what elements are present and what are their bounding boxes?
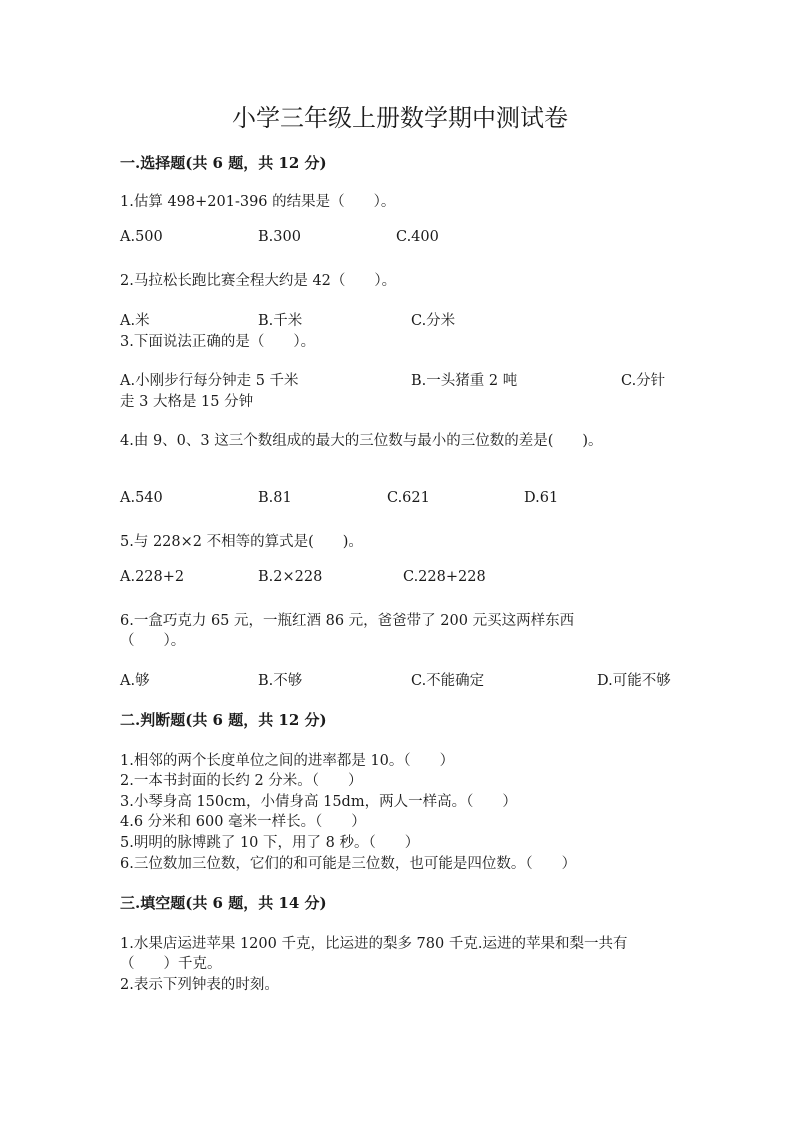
option-1-5-a: A.228+2 [120,569,185,585]
option-1-6-d: D.可能不够 [597,673,671,689]
question-1-1: 1.估算 498+201-396 的结果是（ ）。 [120,194,396,210]
option-1-4-d: D.61 [524,490,559,506]
judgement-item-4: 4.6 分米和 600 毫米一样长。（ ） [120,814,366,830]
question-1-6: 6.一盒巧克力 65 元，一瓶红酒 86 元，爸爸带了 200 元买这两样东西 [120,613,575,629]
page-title: 小学三年级上册数学期中测试卷 [232,104,568,132]
judgement-item-3: 3.小琴身高 150cm，小倩身高 15dm，两人一样高。（ ） [120,794,517,810]
question-1-6-continuation: （ ）。 [120,633,186,649]
judgement-item-6: 6.三位数加三位数，它们的和可能是三位数，也可能是四位数。（ ） [120,856,577,872]
option-1-1-a: A.500 [120,229,163,245]
option-1-6-c: C.不能确定 [411,673,485,689]
option-1-3-c: C.分针 [621,373,666,389]
option-1-3-b: B.一头猪重 2 吨 [411,373,518,389]
option-1-4-a: A.540 [120,490,163,506]
option-1-1-b: B.300 [258,229,301,245]
option-1-5-c: C.228+228 [403,569,486,585]
option-1-2-b: B.千米 [258,313,303,329]
fill-question-1: 1.水果店运进苹果 1200 千克，比运进的梨多 780 千克.运进的苹果和梨一共有 [120,936,628,952]
option-1-3-a: A.小刚步行每分钟走 5 千米 [120,373,299,389]
option-1-2-a: A.米 [120,313,150,329]
judgement-item-2: 2.一本书封面的长约 2 分米。（ ） [120,773,363,789]
option-1-1-c: C.400 [396,229,439,245]
fill-question-1-continuation: （ ）千克。 [120,956,222,972]
option-1-2-c: C.分米 [411,313,456,329]
option-1-6-b: B.不够 [258,673,303,689]
option-1-4-b: B.81 [258,490,292,506]
section-1-heading: 一.选择题(共 6 题，共 12 分) [120,154,327,172]
question-1-4: 4.由 9、0、3 这三个数组成的最大的三位数与最小的三位数的差是( )。 [120,433,603,449]
fill-question-2: 2.表示下列钟表的时刻。 [120,977,279,993]
section-2-heading: 二.判断题(共 6 题，共 12 分) [120,711,327,729]
judgement-item-1: 1.相邻的两个长度单位之间的进率都是 10。（ ） [120,753,455,769]
question-1-5: 5.与 228×2 不相等的算式是( )。 [120,534,363,550]
judgement-item-5: 5.明明的脉博跳了 10 下，用了 8 秒。（ ） [120,835,420,851]
option-1-5-b: B.2×228 [258,569,323,585]
section-3-heading: 三.填空题(共 6 题，共 14 分) [120,894,327,912]
question-1-2: 2.马拉松长跑比赛全程大约是 42（ ）。 [120,273,397,289]
option-1-4-c: C.621 [387,490,430,506]
option-1-6-a: A.够 [120,673,150,689]
option-1-3-c-continuation: 走 3 大格是 15 分钟 [120,394,254,410]
question-1-3: 3.下面说法正确的是（ ）。 [120,334,316,350]
